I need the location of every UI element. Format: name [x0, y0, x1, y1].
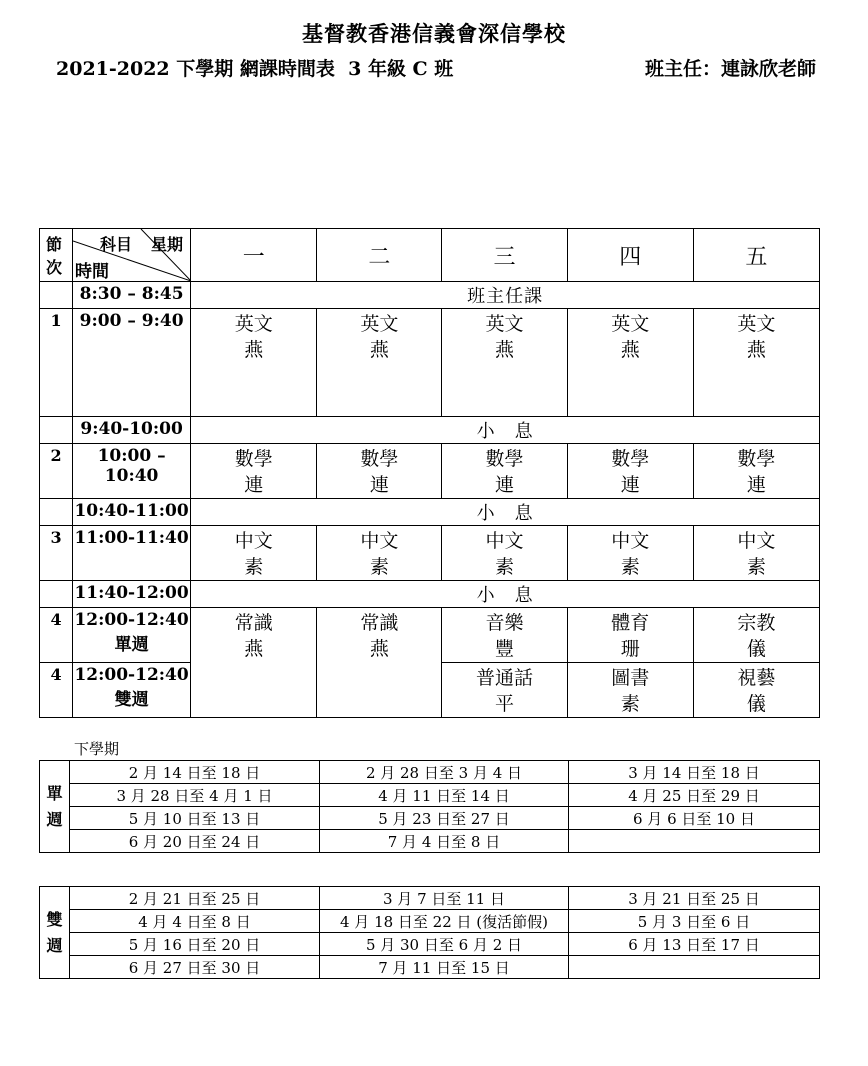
teacher: 連 [620, 474, 640, 496]
class-teacher: 班主任：連詠欣老師 [644, 58, 816, 80]
date-cell: 5 月 10 日至 13 日 [70, 807, 320, 830]
teacher: 素 [244, 556, 264, 578]
date-cell: 3 月 7 日至 11 日 [320, 887, 569, 910]
lesson-cell [693, 663, 819, 718]
week-type: 單週 [114, 635, 149, 655]
date-cell [569, 956, 820, 979]
time-cell: 11:00-11:40 [73, 526, 191, 581]
period-row-1 [40, 309, 820, 417]
date-cell: 4 月 18 日至 22 日 (復活節假) [320, 910, 569, 933]
double-week-label [40, 887, 70, 979]
teacher: 燕 [244, 339, 264, 361]
period-header-label-2: 次 [46, 258, 63, 277]
week-type: 雙週 [114, 690, 149, 710]
single-week-label-1: 單 [46, 783, 63, 803]
subject: 英文 [485, 313, 524, 335]
date-row [40, 887, 820, 910]
subject: 英文 [360, 313, 399, 335]
double-week-label-2: 週 [46, 935, 63, 955]
lesson-cell [567, 526, 693, 581]
date-cell: 5 月 30 日至 6 月 2 日 [320, 933, 569, 956]
subject: 中文 [737, 530, 776, 552]
date-cell: 7 月 4 日至 8 日 [320, 830, 569, 853]
homeroom-row [40, 282, 820, 309]
lesson-cell [317, 608, 442, 718]
date-row [40, 807, 820, 830]
teacher: 素 [620, 556, 640, 578]
teacher: 燕 [369, 339, 389, 361]
single-week-label-2: 週 [46, 809, 63, 829]
date-cell: 4 月 25 日至 29 日 [569, 784, 820, 807]
lesson-cell [693, 309, 819, 417]
date-cell: 5 月 23 日至 27 日 [320, 807, 569, 830]
timetable-heading [56, 54, 816, 82]
period-number: 3 [40, 526, 73, 581]
date-cell: 6 月 20 日至 24 日 [70, 830, 320, 853]
subject: 中文 [360, 530, 399, 552]
subject: 宗教 [737, 612, 776, 634]
date-row [40, 933, 820, 956]
period-cell-empty [40, 282, 73, 309]
timetable [39, 228, 820, 718]
lesson-cell [567, 309, 693, 417]
subject: 音樂 [485, 612, 524, 634]
teacher: 燕 [244, 638, 264, 660]
date-cell: 2 月 21 日至 25 日 [70, 887, 320, 910]
time-cell: 9:00 – 9:40 [73, 309, 191, 417]
teacher: 連 [369, 474, 389, 496]
date-row [40, 956, 820, 979]
break-row [40, 499, 820, 526]
corner-header [73, 229, 191, 282]
subject: 圖書 [611, 667, 650, 689]
time-cell: 10:00 – 10:40 [73, 444, 191, 499]
period-row-4-single [40, 608, 820, 663]
lesson-cell [442, 663, 567, 718]
homeroom-banner: 班主任課 [191, 282, 820, 309]
time-cell [73, 663, 191, 718]
date-row [40, 784, 820, 807]
subject: 數學 [737, 448, 776, 470]
period-cell-empty [40, 499, 73, 526]
date-cell: 2 月 28 日至 3 月 4 日 [320, 761, 569, 784]
day-header-fri: 五 [693, 229, 819, 282]
lesson-cell [693, 608, 819, 663]
date-cell: 4 月 11 日至 14 日 [320, 784, 569, 807]
teacher: 平 [495, 693, 515, 715]
lesson-cell [442, 608, 567, 663]
day-header-thu: 四 [567, 229, 693, 282]
date-cell [569, 830, 820, 853]
lesson-cell [442, 526, 567, 581]
corner-weekday-label: 星期 [151, 235, 184, 254]
time-range: 12:00-12:40 [74, 610, 189, 630]
subject: 常識 [234, 612, 273, 634]
lesson-cell [567, 608, 693, 663]
single-week-label [40, 761, 70, 853]
period-number: 4 [40, 608, 73, 663]
date-row [40, 761, 820, 784]
subject: 數學 [360, 448, 399, 470]
subject: 中文 [234, 530, 273, 552]
date-cell: 2 月 14 日至 18 日 [70, 761, 320, 784]
period-row-3 [40, 526, 820, 581]
period-number: 4 [40, 663, 73, 718]
time-cell: 9:40-10:00 [73, 417, 191, 444]
break-banner: 小 息 [191, 417, 820, 444]
date-cell: 6 月 27 日至 30 日 [70, 956, 320, 979]
day-header-wed: 三 [442, 229, 567, 282]
teacher: 儀 [746, 638, 766, 660]
subject: 英文 [737, 313, 776, 335]
period-number: 2 [40, 444, 73, 499]
teacher: 連 [746, 474, 766, 496]
break-row [40, 417, 820, 444]
teacher: 燕 [746, 339, 766, 361]
break-banner: 小 息 [191, 581, 820, 608]
school-name: 基督教香港信義會深信學校 [302, 21, 566, 46]
date-row [40, 910, 820, 933]
term-label: 下學期 [74, 740, 120, 758]
lesson-cell [693, 526, 819, 581]
teacher: 連 [495, 474, 515, 496]
date-cell: 5 月 3 日至 6 日 [569, 910, 820, 933]
time-cell: 8:30 – 8:45 [73, 282, 191, 309]
lesson-cell [191, 526, 317, 581]
timetable-header-row [40, 229, 820, 282]
lesson-cell [442, 444, 567, 499]
teacher: 素 [495, 556, 515, 578]
date-cell: 3 月 28 日至 4 月 1 日 [70, 784, 320, 807]
lesson-cell [693, 444, 819, 499]
date-cell: 4 月 4 日至 8 日 [70, 910, 320, 933]
date-cell: 3 月 21 日至 25 日 [569, 887, 820, 910]
subject: 英文 [611, 313, 650, 335]
subject: 常識 [360, 612, 399, 634]
date-cell: 7 月 11 日至 15 日 [320, 956, 569, 979]
teacher: 燕 [620, 339, 640, 361]
subject: 普通話 [476, 667, 534, 689]
teacher: 素 [620, 693, 640, 715]
teacher: 素 [369, 556, 389, 578]
lesson-cell [317, 444, 442, 499]
teacher: 素 [746, 556, 766, 578]
teacher: 儀 [746, 693, 766, 715]
break-row [40, 581, 820, 608]
day-header-tue: 二 [317, 229, 442, 282]
subject: 數學 [485, 448, 524, 470]
period-header [40, 229, 73, 282]
date-cell: 6 月 6 日至 10 日 [569, 807, 820, 830]
date-cell: 3 月 14 日至 18 日 [569, 761, 820, 784]
subject: 數學 [611, 448, 650, 470]
date-row [40, 830, 820, 853]
lesson-cell [191, 309, 317, 417]
break-banner: 小 息 [191, 499, 820, 526]
double-week-label-1: 雙 [46, 909, 63, 929]
subject: 數學 [234, 448, 273, 470]
period-cell-empty [40, 417, 73, 444]
lesson-cell [442, 309, 567, 417]
period-row-2 [40, 444, 820, 499]
subject: 視藝 [737, 667, 776, 689]
single-week-table [39, 760, 820, 853]
time-cell: 11:40-12:00 [73, 581, 191, 608]
period-number: 1 [40, 309, 73, 417]
day-header-mon: 一 [191, 229, 317, 282]
teacher: 燕 [495, 339, 515, 361]
corner-time-label: 時間 [75, 262, 110, 282]
time-range: 12:00-12:40 [74, 665, 189, 685]
teacher: 珊 [620, 638, 640, 660]
lesson-cell [567, 444, 693, 499]
corner-subject-label: 科目 [100, 235, 133, 254]
subject: 中文 [611, 530, 650, 552]
subject: 英文 [234, 313, 273, 335]
teacher: 燕 [369, 638, 389, 660]
lesson-cell [317, 309, 442, 417]
subject: 中文 [485, 530, 524, 552]
teacher: 豐 [495, 638, 515, 660]
subject: 體育 [611, 612, 650, 634]
time-cell: 10:40-11:00 [73, 499, 191, 526]
lesson-cell [317, 526, 442, 581]
date-cell: 5 月 16 日至 20 日 [70, 933, 320, 956]
date-cell: 6 月 13 日至 17 日 [569, 933, 820, 956]
lesson-cell [191, 608, 317, 718]
time-cell [73, 608, 191, 663]
lesson-cell [191, 444, 317, 499]
lesson-cell [567, 663, 693, 718]
double-week-table [39, 886, 820, 979]
period-header-label-1: 節 [46, 235, 63, 254]
teacher: 連 [244, 474, 264, 496]
period-cell-empty [40, 581, 73, 608]
timetable-title: 2021-2022 下學期 網課時間表 3 年級 C 班 [56, 58, 454, 80]
